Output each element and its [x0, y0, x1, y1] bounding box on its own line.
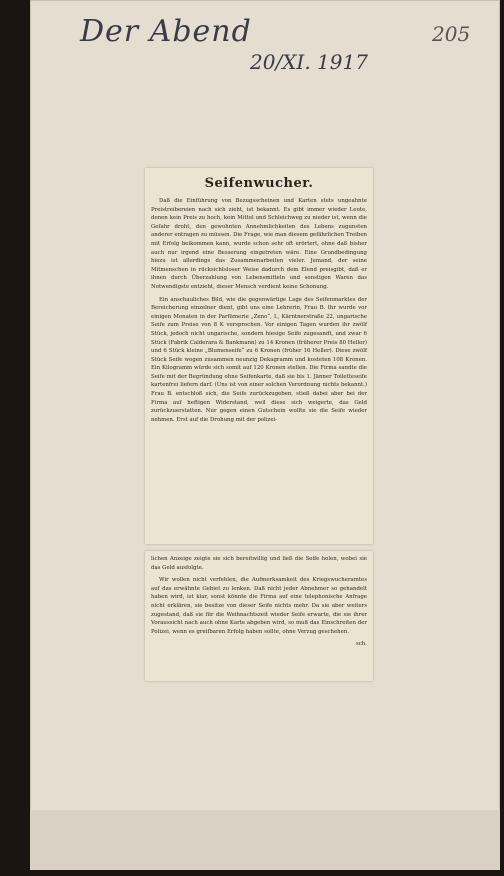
handwritten-newspaper-title: Der Abend	[80, 14, 252, 49]
newspaper-clipping-part-2	[145, 551, 373, 681]
sheet-lower-edge	[30, 810, 500, 870]
article-paragraph: Ein anschauliches Bild, wie die gegenwärtige Lage des Seifenmarktes der Bereicherung einzelner dient, gibt uns eine Lehrerin, Frau B. Ihr wurde vor einigen Monaten in der Parfümerie „Zeno“, I., Kärntnerstraße 22, ungarische Seife zum Preise von 8 K versprochen. Vor einigen Tagen wurden ihr zwölf Stück, jedoch nicht ungarische, sondern hiesige Seife zugesandt, und zwar 6 Stück (Fabrik Calderara & Bankmann) zu 14 Kronen (früherer Preis 80 Heller) und 6 Stück kleine „Blumenseife“ zu 6 Kronen (früher 16 Heller). Diese zwölf Stück Seife wogen zusammen neunzig Dekagramm und kosteten 108 Kronen. Ein Kilogramm würde sich somit auf 120 Kronen stellen. Die Firma sandte die Seife mit der Begründung ohne Seifenkarte, daß sie bis 1. Jänner Toiletteseife kartenfrei liefern darf. (Uns ist von einer solchen Verordnung nichts bekannt.) Frau B. entschloß sich, die Seife zurückzugeben, stieß dabei aber bei der Firma auf heftigen Widerstand, weil diese sich weigerte, das Geld zurückzuerstatten. Nur gegen einen Gutschein wollte sie die Seife wieder nehmen. Erst auf die Drohung mit der polizei-	[151, 296, 367, 423]
article-headline: Seifenwucher.	[204, 176, 314, 191]
article-paragraph: lichen Anzeige zeigte sie sich bereitwillig und ließ die Seife holen, wobei sie das Geld ausfolgte.	[151, 556, 367, 571]
newspaper-clipping-part-1	[145, 168, 373, 544]
handwritten-date: 20/XI. 1917	[250, 50, 368, 74]
article-paragraph: Daß die Einführung von Bezugsscheinen und Karten stets ungeahnte Preistreibereien nach sich zieht, ist bekannt. Es gibt immer wieder Leute, denen kein Preis zu hoch, kein Mittel und Schleichweg zu nieder ist, wenn die Gefahr droht, den gewohnten Annehmlichkeiten des Lebens zugunsten anderer entragen zu müssen. Die Frage, wie man diesem gefährlichen Treiben mit Erfolg beikommen kann, wurde schon sehr oft erörtert, ohne daß bisher auch nur irgend eine Besserung eingetreten wäre. Eine Grundbedingung hiezu ist allerdings das Zusammenarbeiten vieler. Jemand, der seine Mitmenschen in rücksichtsloser Weise dadurch dem Elend preisgibt, daß er ihnen durch Überzahlung von Lebensmitteln und sonstigen Waren das Notwendigste entzieht, dieser Mensch verdient keine Schonung.	[151, 198, 367, 290]
article-signature: sch.	[356, 641, 367, 648]
article-paragraph: Wir wollen nicht verfehlen, die Aufmerksamkeit des Kriegswucheramtes auf das erwähnte Gebiet zu lenken. Daß nicht jeder Abnehmer so gehandelt haben wird, ist klar, sonst könnte die Firma auf eine telephonische Anfrage nicht erklären, sie besitze von dieser Seife nichts mehr. Da sie aber weiters zugestand, daß sie für die Weihnachtszeit wieder Seife erwarte, die sie ihrer Voraussicht nach auch ohne Karte abgeben wird, so muß das Einschreiten der Polizei, wenn es greifbaren Erfolg haben sollte, ohne Verzug geschehen.	[151, 577, 367, 635]
handwritten-page-number: 205	[432, 22, 471, 46]
